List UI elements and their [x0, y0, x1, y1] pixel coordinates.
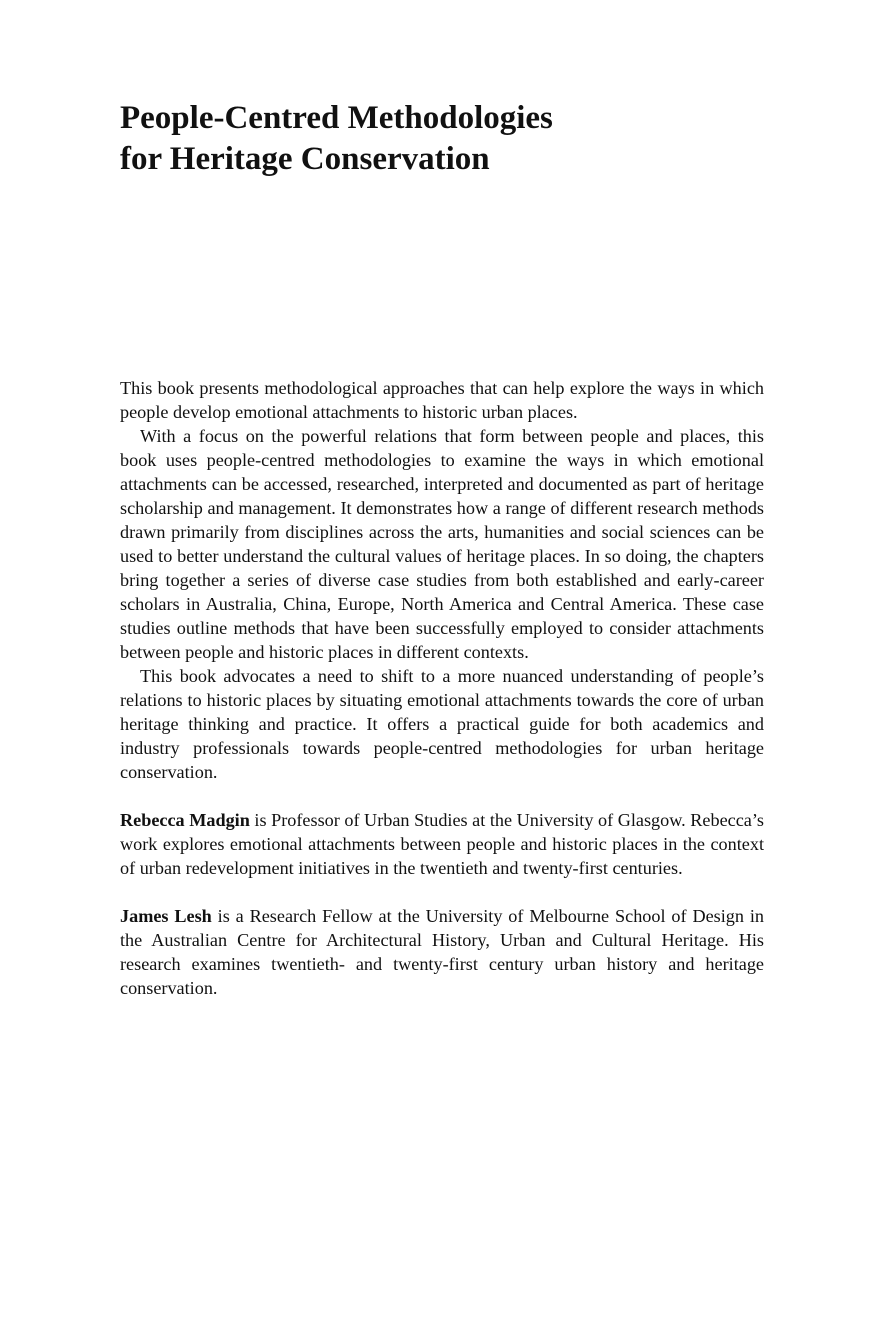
- author-name: Rebecca Madgin: [120, 810, 250, 830]
- book-title-line-2: for Heritage Conservation: [120, 141, 490, 177]
- author-name: James Lesh: [120, 906, 212, 926]
- author-bio-rebecca-madgin: [120, 808, 764, 880]
- book-title-line-1: People-Centred Methodologies: [120, 100, 553, 136]
- book-description: [120, 376, 764, 1000]
- author-bio-james-lesh: [120, 904, 764, 1000]
- book-title: [120, 98, 764, 180]
- description-paragraph-3: This book advocates a need to shift to a more nuanced understanding of people’s relations to historic places by situating emotional attachments towards the core of urban heritage thinking and practice. It offers a practical guide for both academics and industry professionals towards people-centred methodologies for urban heritage conservation.: [120, 666, 764, 782]
- author-bio-text: is Professor of Urban Studies at the University of Glasgow. Rebecca’s work explores emotional attachments between people and historic places in the context of urban redevelopment initiatives in the twentieth and twenty-first centuries.: [120, 810, 764, 878]
- description-paragraph-1: This book presents methodological approaches that can help explore the ways in which people develop emotional attachments to historic urban places.: [120, 378, 764, 422]
- author-bio-text: is a Research Fellow at the University of Melbourne School of Design in the Australian Centre for Architectural History, Urban and Cultural Heritage. His research examines twentieth- and twenty-first century urban history and heritage conservation.: [120, 906, 764, 998]
- description-paragraph-2: With a focus on the powerful relations that form between people and places, this book uses people-centred methodologies to examine the ways in which emotional attachments can be accessed, researched, interpreted and documented as part of heritage scholarship and management. It demonstrates how a range of different research methods drawn primarily from disciplines across the arts, humanities and social sciences can be used to better understand the cultural values of heritage places. In so doing, the chapters bring together a series of diverse case studies from both established and early-career scholars in Australia, China, Europe, North America and Central America. These case studies outline methods that have been successfully employed to consider attachments between people and historic places in different contexts.: [120, 426, 764, 662]
